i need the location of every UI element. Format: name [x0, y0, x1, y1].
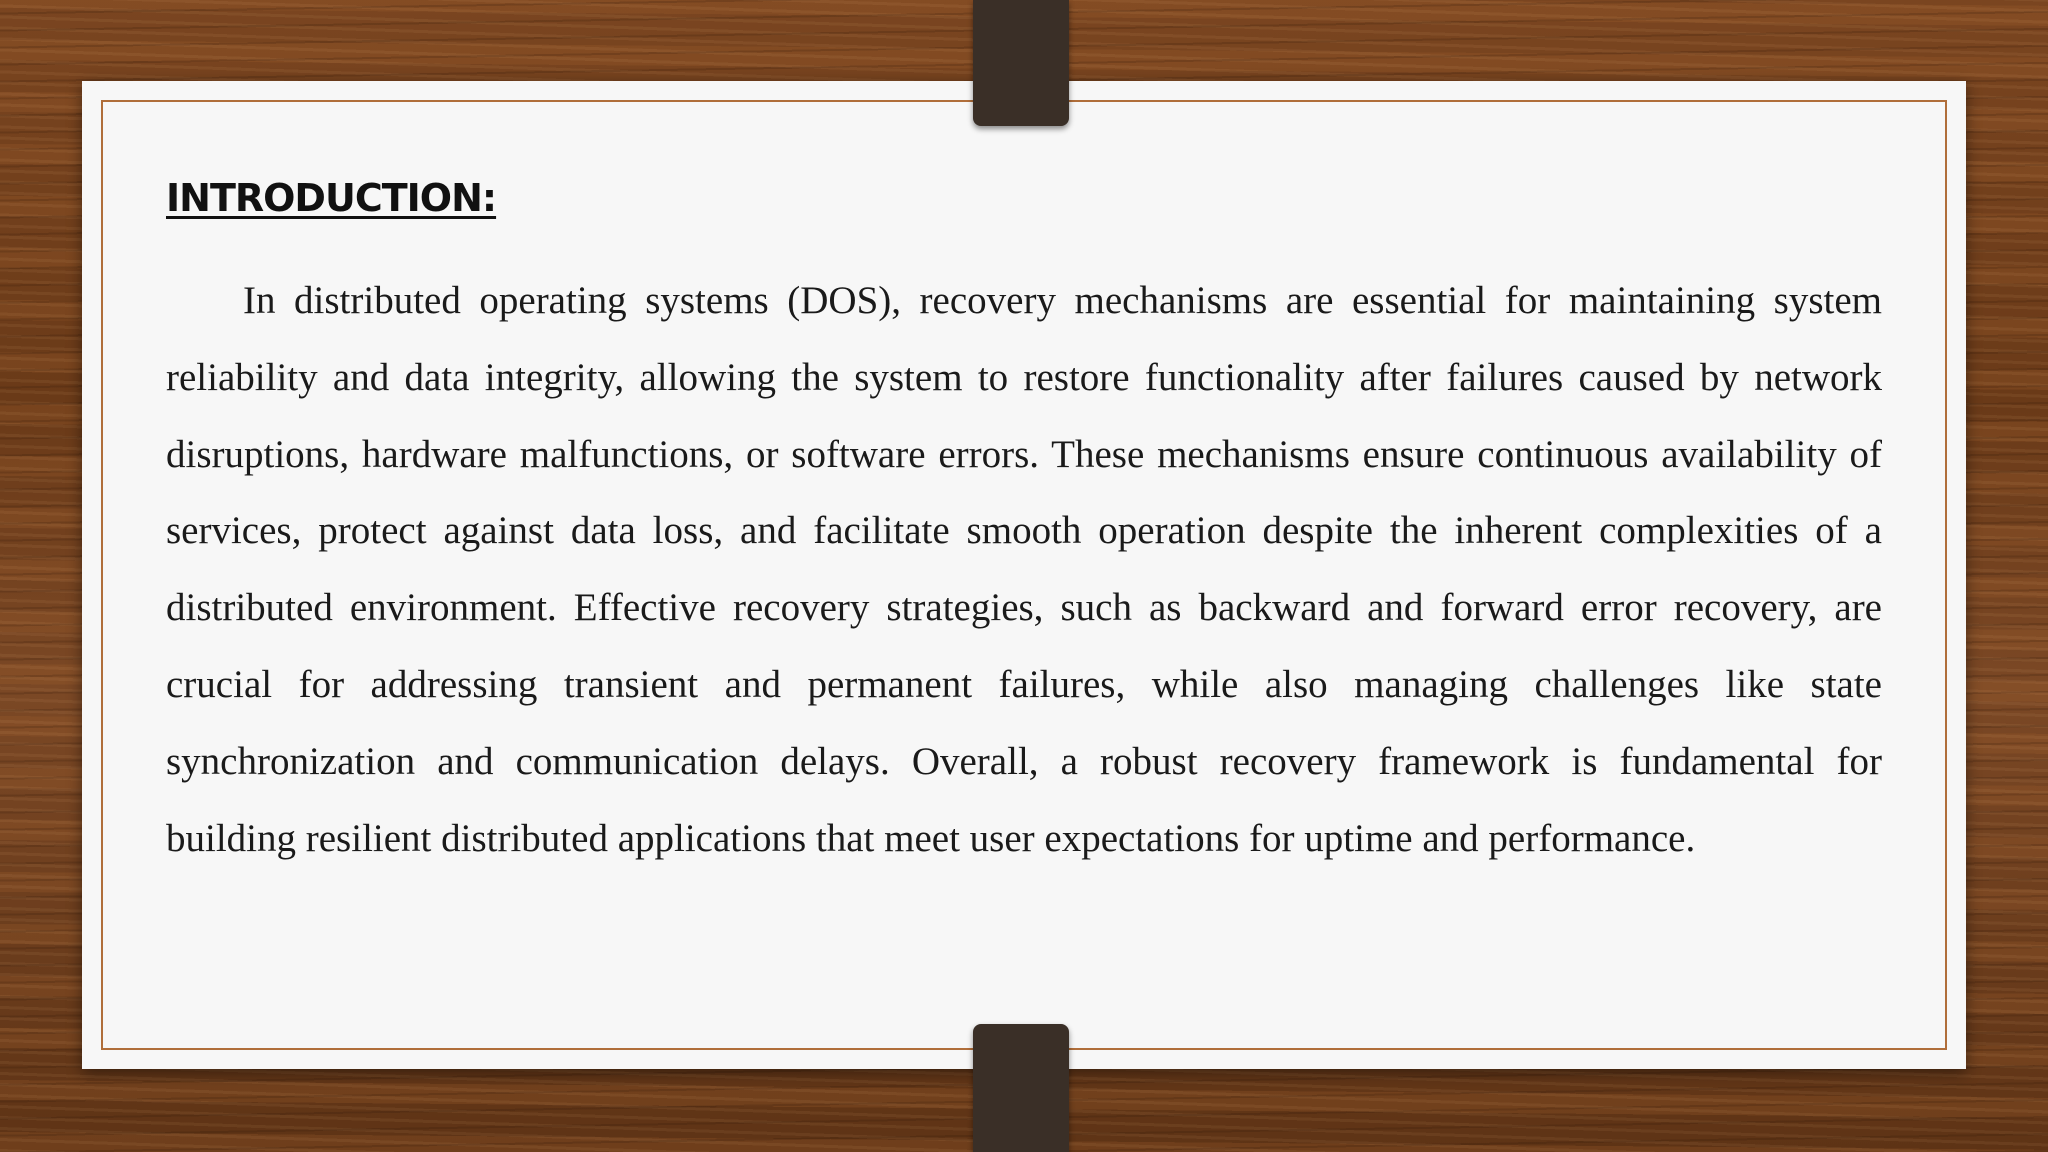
- bottom-strap: [973, 1024, 1069, 1152]
- slide-content: [166, 170, 1882, 877]
- intro-paragraph: In distributed operating systems (DOS), recovery mechanisms are essential for maintaining system reliability and data integrity, allowing the system to restore functionality after failures caused by network disruptions, hardware malfunctions, or software errors. These mechanisms ensure continuous availability of services, protect against data loss, and facilitate smooth operation despite the inherent complexities of a distributed environment. Effective recovery strategies, such as backward and forward error recovery, are crucial for addressing transient and permanent failures, while also managing challenges like state synchronization and communication delays. Overall, a robust recovery framework is fundamental for building resilient distributed applications that meet user expectations for uptime and performance.: [166, 279, 1882, 860]
- top-strap: [973, 0, 1069, 126]
- slide-heading: INTRODUCTION:: [166, 176, 497, 220]
